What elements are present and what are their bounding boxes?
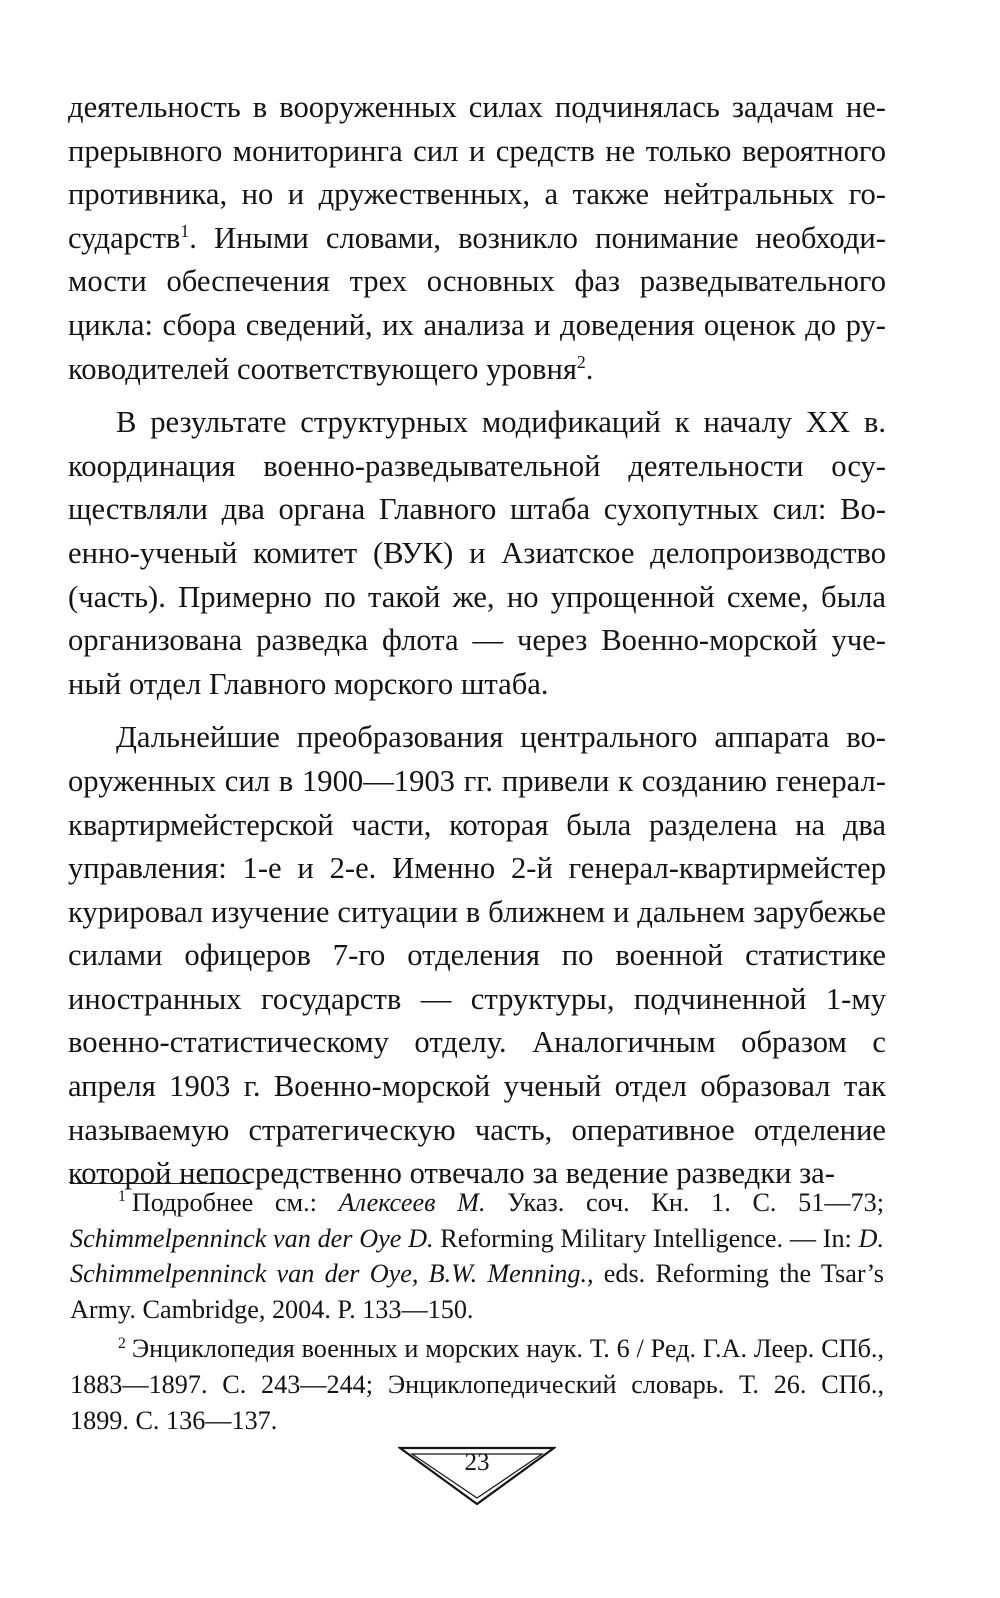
- footnotes: [70, 1185, 884, 1442]
- footnote-1-lead: Подробнее см.:: [131, 1188, 339, 1217]
- page-number: 23: [464, 1449, 490, 1476]
- footnote-1-author-2: Schimmelpenninck van der Oye D.: [70, 1223, 434, 1253]
- footnote-2-text: Энциклопедия военных и морских наук. Т. 6 / Ред. Г.А. Леер. СПб., 1883—1897. С. 243—244; Энциклопедический словарь. Т. 26. СПб., 1899. С. 136—137.: [70, 1334, 884, 1435]
- footnote-2: [70, 1331, 884, 1438]
- footnote-1-marker: 1: [118, 1188, 126, 1206]
- footnote-1-editors: D. Schimmelpenninck van der Oye, B.W. Menning.,: [70, 1223, 884, 1289]
- footnote-1: [70, 1185, 884, 1327]
- paragraph-1-end: .: [585, 351, 594, 386]
- footnote-ref-2: 2: [576, 351, 586, 372]
- footnote-1-segment: Указ. соч. Кн. 1. С. 51—73;: [485, 1188, 884, 1217]
- paragraph-3: Дальнейшие преобразования центрального аппарата вооруженных сил в 1900—1903 гг. привели к созданию генерал-квартирмейстерской части, которая была разделена на два управления: 1-е и 2-е. Именно 2-й генерал-квартирмейстер курировал изучение ситуации в ближнем и дальнем зарубежье силами офицеров 7-го отделения по военной статистике иностранных государств — структуры, подчиненной 1-му военно-статистическому отделу. Аналогичным образом с апреля 1903 г. Военно-морской ученый отдел образовал так называемую стратегическую часть, оперативное отделение которой непосредственно отвечало за ведение разведки за-: [68, 720, 886, 1191]
- footnote-ref-1: 1: [180, 220, 190, 241]
- paragraph-2: В результате структурных модификаций к началу XX в. координация военно-разведывательной деятельности осуществляли два органа Главного штаба сухопутных сил: Военно-ученый комитет (ВУК) и Азиатское делопроизводство (часть). Примерно по такой же, но упрощенной схеме, была организована разведка флота — через Военно-морской ученый отдел Главного морского штаба.: [68, 405, 886, 701]
- main-text: [68, 86, 886, 1206]
- paragraph-1: [68, 86, 886, 391]
- footnote-2-marker: 2: [118, 1334, 126, 1352]
- page-number-badge: [398, 1446, 556, 1506]
- footnote-1-segment-2: Reforming Military Intelligence. — In:: [433, 1223, 859, 1253]
- footnote-1-segment-3: eds. Reforming the Tsar’s Army. Cambridge, 2004. P. 133—150.: [70, 1259, 885, 1324]
- paragraph-1-text: деятельность в вооруженных силах подчинялась задачам непрерывного мониторинга сил и средств не только вероятного противника, но и дружественных, а также нейтральных государств: [68, 90, 886, 255]
- footnote-1-author: Алексеев М.: [338, 1188, 486, 1217]
- paragraph-1-text-cont: . Иными словами, возникло понимание необходимости обеспечения трех основных фаз разведывательного цикла: сбора сведений, их анализа и доведения оценок до руководителей соответствующего уровня: [68, 220, 886, 386]
- footnote-separator: [70, 1183, 250, 1184]
